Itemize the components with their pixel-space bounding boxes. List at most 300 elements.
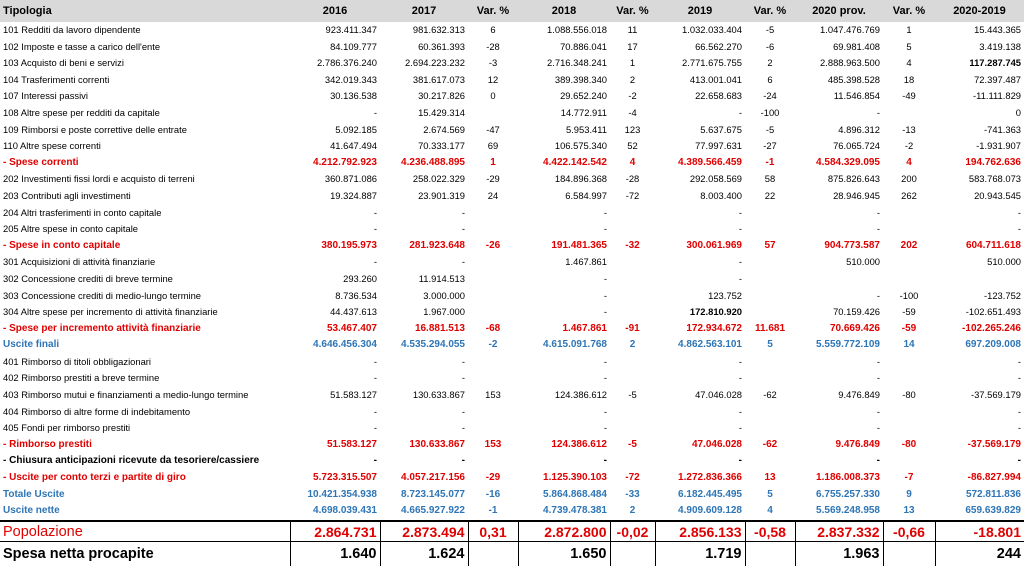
cell-y2017: 130.633.867 [412,389,465,401]
cell-y2019: 77.997.631 [695,140,742,152]
cell-var-2018 [610,288,655,305]
cell-var-2017 [468,288,518,305]
header-row [0,0,1024,22]
cell-tipologia: Uscite finali [3,339,60,351]
cell-var-2018: 1 [629,57,636,69]
cell-y2016: 10.421.354.938 [307,488,377,500]
table-row [0,105,1024,122]
cell-var-2018 [610,404,655,421]
cell-y2016: 293.260 [343,272,377,284]
cell-var-2019 [745,271,795,288]
cell-diff-2020-2019: -11.111.829 [973,90,1021,102]
spesa-var-2018 [610,542,655,566]
cell-tipologia: 202 Investimenti fissi lordi e acquisto di terreni [3,173,195,185]
cell-tipologia: - Spese per incremento attività finanziarie [3,322,201,334]
cell-var-2017: 0 [490,90,496,102]
cell-var-2019 [745,404,795,421]
cell-var-2018: -72 [625,189,640,201]
cell-y2019: - [738,405,742,417]
header-var-2018: Var. % [616,5,649,17]
cell-var-2020: 4 [906,156,912,168]
cell-var-2017: 153 [485,389,501,401]
cell-y2020-prov: - [876,455,880,467]
cell-var-2018: -4 [628,106,637,118]
cell-y2020-prov: 1.186.008.373 [816,472,880,484]
net-spending-per-capita-row [0,542,1024,566]
cell-y2018: 4.739.478.381 [543,505,607,517]
subtotal-row [0,337,1024,354]
cell-var-2017: -16 [485,488,501,500]
cell-diff-2020-2019: 659.639.829 [965,505,1021,517]
cell-y2016: - [373,355,377,367]
table-row [0,221,1024,238]
cell-y2020-prov: 11.546.854 [833,90,880,102]
cell-y2016: 51.583.127 [330,389,377,401]
table-row [0,22,1024,39]
cell-var-2018: 4 [629,156,636,168]
cell-var-2017 [468,370,518,387]
cell-var-2020: -49 [902,90,916,102]
header-y2020-prov: 2020 prov. [812,5,866,17]
table-row [0,39,1024,56]
cell-var-2018: 11 [627,24,638,35]
cell-y2018: 5.864.868.484 [543,488,607,500]
cell-diff-2020-2019: -37.569.179 [970,389,1021,401]
popolazione-var-2018: -0,02 [610,521,655,542]
cell-y2018: 6.584.997 [565,189,607,201]
header-diff-2020-2019: 2020-2019 [953,5,1006,17]
cell-tipologia: 203 Contributi agli investimenti [3,189,131,201]
cell-var-2019 [745,288,795,305]
cell-y2019: 8.003.400 [700,189,742,201]
cell-var-2017: 12 [487,73,499,85]
cell-var-2017 [468,354,518,371]
cell-y2019: 22.658.683 [695,90,742,102]
cell-var-2018 [610,453,655,470]
cell-var-2018: 2 [629,73,636,85]
cell-y2017: - [461,405,465,417]
table-row [0,387,1024,404]
header-var-2017: Var. % [476,5,510,17]
cell-var-2017 [468,205,518,222]
cell-var-2018: -2 [628,90,637,102]
table-row [0,55,1024,72]
cell-y2018: 4.615.091.768 [543,339,607,351]
cell-diff-2020-2019: - [1017,223,1021,235]
cell-y2018: 106.575.340 [554,140,607,152]
cell-var-2020: -59 [901,322,917,334]
cell-var-2018: 123 [624,123,641,135]
cell-tipologia: 303 Concessione crediti di medio-lungo termine [3,289,202,301]
cell-y2020-prov: 70.669.426 [829,322,880,334]
cell-y2019: 6.182.445.495 [678,488,742,500]
cell-y2018: 1.467.861 [562,322,607,334]
cell-diff-2020-2019: 0 [1015,106,1021,118]
cell-tipologia: 104 Trasferimenti correnti [3,73,110,85]
cell-y2017: - [461,372,465,384]
cell-var-2019: -5 [765,24,775,35]
cell-var-2018: 17 [627,40,638,52]
cell-y2017: - [461,223,465,235]
cell-var-2020: 4 [906,57,912,69]
cell-diff-2020-2019: 510.000 [987,256,1021,268]
cell-y2016: - [373,372,377,384]
cell-y2016: 41.647.494 [330,140,377,152]
spesa-y2016: 1.640 [290,542,380,566]
cell-tipologia: 302 Concessione crediti di breve termine [3,272,173,284]
table-row [0,171,1024,188]
cell-var-2020: 262 [901,189,917,201]
cell-var-2017: 1 [490,156,496,168]
cell-y2020-prov: 4.896.312 [838,123,880,135]
cell-y2017: 4.057.217.156 [401,472,465,484]
cell-var-2019 [745,205,795,222]
popolazione-var-2019: -0,58 [745,521,795,542]
cell-y2019: - [738,206,742,218]
cell-y2019: 292.058.569 [689,173,742,185]
cell-tipologia: 403 Rimborso mutui e finanziamenti a medio-lungo termine [3,389,249,401]
cell-y2019: - [738,455,742,467]
cell-y2019: 4.862.563.101 [678,339,742,351]
cell-var-2019: -27 [763,140,777,152]
cell-var-2019 [745,254,795,271]
cell-var-2018: -5 [628,389,637,401]
cell-var-2020: 13 [903,505,915,517]
cell-y2020-prov [795,271,883,288]
cell-var-2017: -3 [488,57,498,69]
cell-var-2019: 11.681 [754,322,786,334]
cell-var-2018: -72 [625,472,640,484]
cell-var-2017: -28 [486,40,500,52]
cell-var-2020: -2 [904,140,914,152]
cell-y2019: 2.771.675.755 [682,57,742,69]
cell-var-2017: -47 [486,123,500,135]
cell-var-2020 [883,205,935,222]
cell-var-2017 [468,453,518,470]
cell-var-2020: 9 [906,488,912,500]
cell-var-2019: -100 [760,106,780,118]
header-var-2019: Var. % [753,5,787,17]
cell-y2018: 5.953.411 [565,123,607,135]
spesa-y2018: 1.650 [518,542,610,566]
cell-y2019: 4.909.609.128 [678,505,742,517]
table-row [0,304,1024,321]
cell-tipologia: 101 Redditi da lavoro dipendente [3,24,141,35]
cell-diff-2020-2019: 3.419.138 [979,40,1021,52]
popolazione-tipologia: Popolazione [3,523,83,540]
cell-tipologia: - Chiusura anticipazioni ricevute da tesoriere/cassiere [3,455,260,467]
cell-y2020-prov: - [876,289,880,301]
cell-y2020-prov: 9.476.849 [835,438,880,450]
header-var-2020: Var. % [892,5,926,17]
cell-var-2020 [883,105,935,122]
cell-y2019: 1.032.033.404 [682,24,742,35]
cell-y2018: - [603,422,607,434]
cell-y2018: - [603,289,607,301]
cell-y2020-prov: 510.000 [846,256,880,268]
cell-y2017: 4.236.488.895 [401,156,465,168]
cell-diff-2020-2019 [935,271,1024,288]
subtotal-row [0,155,1024,172]
cell-y2019: 172.810.920 [689,306,742,318]
cell-tipologia: 401 Rimborso di titoli obbligazionari [3,355,151,367]
cell-y2019: - [738,106,742,118]
cell-y2017: 258.022.329 [412,173,465,185]
spesa-var-2020 [883,542,935,566]
header-y2019: 2019 [687,5,713,17]
table-row [0,72,1024,89]
spesa-tipologia: Spesa netta procapite [3,546,154,563]
cell-var-2020: -100 [899,289,919,301]
cell-tipologia: 402 Rimborso prestiti a breve termine [3,372,160,384]
cell-y2017: 281.923.648 [409,239,465,251]
cell-y2016: 44.437.613 [330,306,377,318]
cell-y2016: - [373,256,377,268]
cell-tipologia: 107 Interessi passivi [3,90,88,102]
subtotal-row [0,437,1024,454]
cell-tipologia: 301 Acquisizioni di attività finanziarie [3,256,156,268]
cell-y2018: 124.386.612 [551,438,607,450]
cell-var-2017: 6 [490,24,496,35]
cell-var-2018 [610,354,655,371]
subtotal-row [0,487,1024,504]
cell-y2016: - [373,206,377,218]
cell-diff-2020-2019: - [1017,355,1021,367]
cell-y2017: 4.665.927.922 [401,505,465,517]
cell-y2018: 191.481.365 [551,239,607,251]
cell-y2019: 1.272.836.366 [678,472,742,484]
cell-y2020-prov: - [876,355,880,367]
cell-y2019: 66.562.270 [695,40,742,52]
cell-var-2019 [745,420,795,437]
cell-var-2019: -1 [765,156,775,168]
cell-y2018: 1.088.556.018 [547,24,607,35]
cell-var-2017 [468,105,518,122]
cell-y2016: 8.736.534 [335,289,377,301]
cell-var-2020: 200 [901,173,917,185]
cell-y2017: 70.333.177 [418,140,465,152]
cell-y2020-prov: 904.773.587 [824,239,880,251]
cell-y2016: - [373,223,377,235]
cell-var-2017: 69 [487,140,499,152]
table-row [0,205,1024,222]
cell-diff-2020-2019: 572.811.836 [965,488,1021,500]
cell-var-2018: -33 [625,488,640,500]
cell-y2019: - [738,256,742,268]
table-row [0,288,1024,305]
cell-y2016: 51.583.127 [326,438,377,450]
population-row [0,521,1024,542]
cell-var-2020: -13 [902,123,916,135]
cell-diff-2020-2019: 15.443.365 [974,24,1021,35]
cell-diff-2020-2019: 72.397.487 [974,73,1021,85]
cell-tipologia: 204 Altri trasferimenti in conto capitale [3,206,162,218]
cell-var-2019: 57 [764,239,776,251]
cell-y2020-prov: - [876,372,880,384]
table-row [0,370,1024,387]
cell-y2019: - [738,223,742,235]
header-tipologia: Tipologia [3,5,52,17]
cell-y2017: 981.632.313 [412,24,465,35]
cell-tipologia: Uscite nette [3,505,60,517]
cell-var-2019: -62 [763,389,777,401]
cell-var-2020 [883,420,935,437]
cell-tipologia: 103 Acquisto di beni e servizi [3,57,124,69]
cell-tipologia: 304 Altre spese per incremento di attività finanziarie [3,306,218,318]
cell-var-2020: -59 [902,306,916,318]
cell-y2016: - [373,455,377,467]
cell-y2018: - [603,455,607,467]
cell-tipologia: - Rimborso prestiti [3,438,92,450]
cell-var-2017: -68 [485,322,501,334]
cell-tipologia: 108 Altre spese per redditi da capitale [3,106,160,118]
cell-y2017: 30.217.826 [418,90,465,102]
cell-y2016: - [373,405,377,417]
cell-y2017: 23.901.319 [418,189,465,201]
cell-y2016: 380.195.973 [321,239,377,251]
cell-y2018: 184.896.368 [554,173,607,185]
cell-diff-2020-2019: 583.768.073 [968,173,1021,185]
cell-y2017: 8.723.145.077 [401,488,465,500]
cell-var-2017: -1 [488,505,498,517]
cell-var-2020 [883,354,935,371]
cell-y2019: - [738,272,742,284]
cell-tipologia: - Spese correnti [3,156,79,168]
cell-y2016: - [373,106,377,118]
table-row [0,420,1024,437]
cell-var-2017: -29 [486,173,500,185]
cell-y2018: 1.125.390.103 [543,472,607,484]
cell-diff-2020-2019: 697.209.008 [965,339,1021,351]
cell-tipologia: - Uscite per conto terzi e partite di giro [3,472,186,484]
cell-y2017: 381.617.073 [412,73,465,85]
cell-var-2018 [610,420,655,437]
cell-y2019: - [738,422,742,434]
cell-var-2019: 13 [764,472,776,484]
cell-var-2020: -7 [904,472,914,484]
cell-y2020-prov: 1.047.476.769 [820,24,880,35]
cell-y2017: - [461,355,465,367]
cell-y2018: 389.398.340 [554,73,607,85]
cell-var-2018 [610,304,655,321]
cell-var-2018: -5 [628,438,637,450]
cell-var-2019: 4 [767,505,773,517]
cell-y2017: 16.881.513 [414,322,465,334]
cell-y2020-prov: 4.584.329.095 [816,156,880,168]
cell-var-2020: 202 [900,239,918,251]
cell-y2016: 2.786.376.240 [317,57,377,69]
cell-diff-2020-2019: -102.651.493 [965,306,1021,318]
cell-var-2017: -26 [485,239,501,251]
cell-y2019: 4.389.566.459 [678,156,742,168]
cell-y2017: 15.429.314 [418,106,465,118]
cell-y2020-prov: 28.946.945 [833,189,880,201]
cell-diff-2020-2019: 117.287.745 [969,57,1021,69]
cell-var-2018: 2 [629,505,636,517]
spesa-y2017: 1.624 [380,542,468,566]
cell-var-2017 [468,420,518,437]
cell-y2017: - [461,455,465,467]
cell-diff-2020-2019: - [1017,405,1021,417]
cell-var-2020: -80 [901,438,917,450]
cell-var-2020 [883,254,935,271]
cell-y2018: - [603,355,607,367]
cell-var-2019: -5 [765,123,775,135]
cell-var-2019: 58 [764,173,776,185]
cell-var-2020 [883,404,935,421]
cell-var-2017 [468,254,518,271]
cell-y2018: - [603,405,607,417]
popolazione-y2016: 2.864.731 [290,521,380,542]
popolazione-y2018: 2.872.800 [518,521,610,542]
cell-y2018: - [603,206,607,218]
cell-var-2019 [745,370,795,387]
cell-y2020-prov: 70.159.426 [833,306,880,318]
cell-var-2017 [468,221,518,238]
cell-y2016: - [373,422,377,434]
cell-var-2018: 2 [629,339,636,351]
cell-y2017: - [461,206,465,218]
popolazione-diff-2020-2019: -18.801 [935,521,1024,542]
cell-y2020-prov: 875.826.643 [827,173,880,185]
cell-y2019: - [738,372,742,384]
cell-y2016: 342.019.343 [324,73,377,85]
spesa-var-2019 [745,542,795,566]
cell-diff-2020-2019: - [1017,372,1021,384]
cell-tipologia: 205 Altre spese in conto capitale [3,223,138,235]
cell-y2019: 123.752 [708,289,742,301]
cell-y2019: 47.046.028 [695,389,742,401]
cell-var-2020: -80 [902,389,916,401]
cell-var-2018: 52 [627,140,638,152]
cell-var-2018 [610,254,655,271]
cell-diff-2020-2019: -123.752 [983,289,1021,301]
cell-y2020-prov: 5.569.248.958 [816,505,880,517]
cell-y2018: 29.652.240 [560,90,607,102]
cell-tipologia: 405 Fondi per rimborso prestiti [3,422,131,434]
subtotal-row [0,503,1024,521]
cell-var-2017: 24 [487,189,499,201]
cell-var-2019: 5 [767,488,773,500]
table-row [0,404,1024,421]
cell-var-2018: -28 [625,173,640,185]
header-y2016: 2016 [322,5,348,17]
cell-diff-2020-2019: -1.931.907 [976,140,1021,152]
cell-y2018: 124.386.612 [554,389,607,401]
table-row [0,271,1024,288]
popolazione-y2020-prov: 2.837.332 [795,521,883,542]
cell-var-2020 [883,271,935,288]
cell-var-2019: 2 [767,57,773,69]
cell-y2017: - [461,256,465,268]
cell-var-2019: 5 [767,339,773,351]
cell-var-2020 [883,221,935,238]
header-y2018: 2018 [551,5,577,17]
cell-var-2019: -62 [762,438,778,450]
popolazione-y2019: 2.856.133 [655,521,745,542]
cell-y2016: 53.467.407 [326,322,377,334]
cell-y2017: 2.674.569 [423,123,465,135]
cell-var-2018: -91 [625,322,640,334]
cell-y2019: 300.061.969 [686,239,742,251]
cell-y2020-prov: 76.065.724 [833,140,880,152]
cell-y2016: 5.723.315.507 [313,472,377,484]
cell-tipologia: Totale Uscite [3,488,65,500]
table-row [0,188,1024,205]
table-row [0,138,1024,155]
cell-y2017: - [461,422,465,434]
cell-var-2020: 5 [906,40,912,52]
